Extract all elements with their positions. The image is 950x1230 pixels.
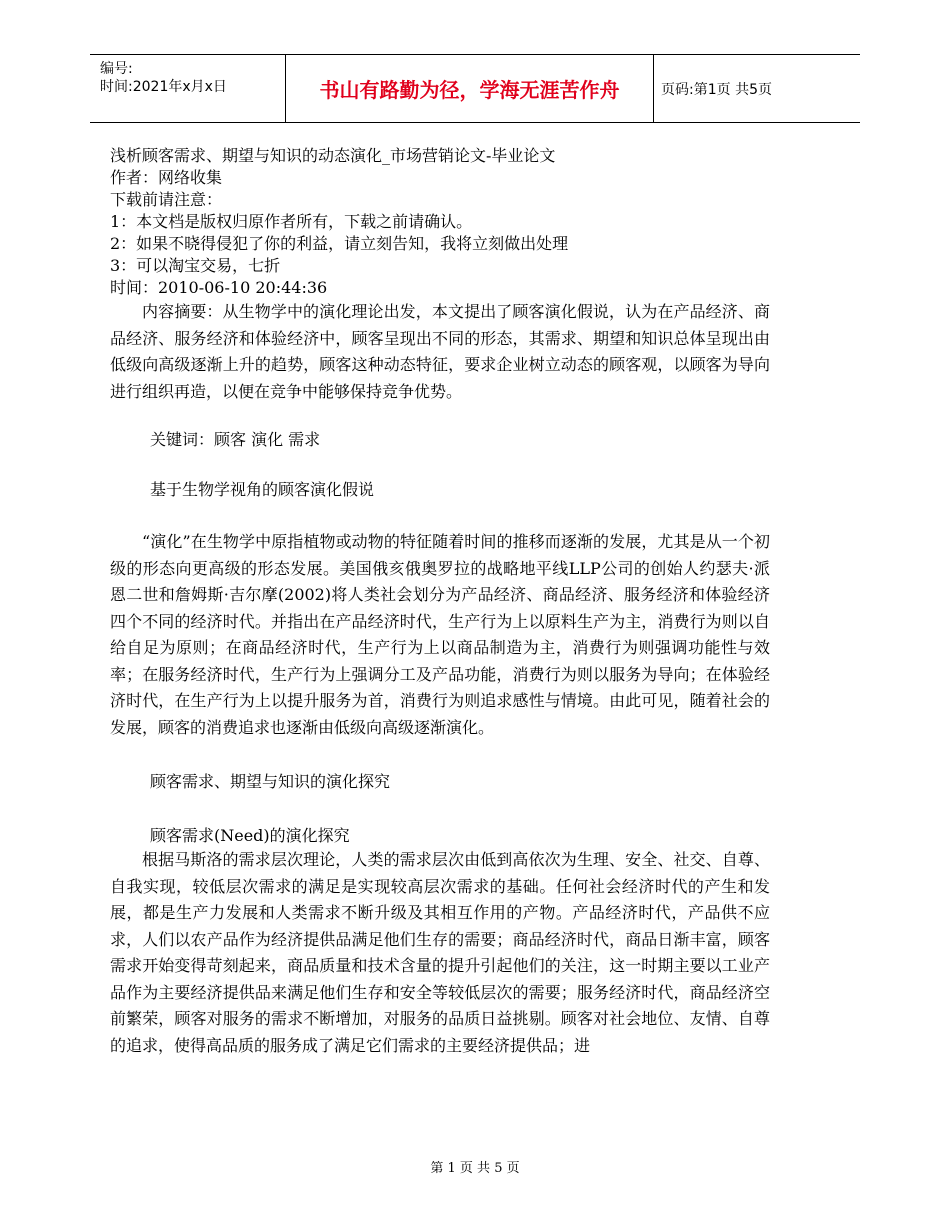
notice-heading: 下载前请注意： <box>110 190 223 209</box>
document-timestamp: 时间：2010-06-10 20:44:36 <box>110 278 328 297</box>
subsection-heading: 顾客需求(Need)的演化探究 <box>150 826 350 845</box>
number-label: 编号: <box>100 61 133 77</box>
notice-item: 1：本文档是版权归原作者所有，下载之前请确认。 <box>110 212 473 231</box>
page-footer: 第 1 页 共 5 页 <box>430 1161 520 1176</box>
keywords-line: 关键词：顾客 演化 需求 <box>150 430 321 449</box>
date-label: 时间:2021年x月x日 <box>100 79 227 95</box>
header-meta <box>90 55 285 122</box>
body-paragraph: “演化”在生物学中原指植物或动物的特征随着时间的推移而逐渐的发展，尤其是从一个初级的形态向更高级的形态发展。美国俄亥俄奥罗拉的战略地平线LLP公司的创始人约瑟夫·派恩二世和詹姆斯·吉尔摩(2002)将人类社会划分为产品经济、商品经济、服务经济和体验经济四个不同的经济时代。并指出在产品经济时代，生产行为上以原料生产为主，消费行为则以自给自足为原则；在商品经济时代，生产行为上以商品制造为主，消费行为则强调功能性与效率；在服务经济时代，生产行为上强调分工及产品功能，消费行为则以服务为导向；在体验经济时代，在生产行为上以提升服务为首，消费行为则追求感性与情境。由此可见，随着社会的发展，顾客的消费追求也逐渐由低级向高级逐渐演化。 <box>110 532 770 737</box>
section-heading: 基于生物学视角的顾客演化假说 <box>150 480 375 499</box>
page-header <box>90 54 860 123</box>
header-motto: 书山有路勤为径，学海无涯苦作舟 <box>285 55 654 122</box>
document-body <box>110 145 770 1059</box>
abstract-paragraph: 内容摘要：从生物学中的演化理论出发，本文提出了顾客演化假说，认为在产品经济、商品经济、服务经济和体验经济中，顾客呈现出不同的形态，其需求、期望和知识总体呈现出由低级向高级逐渐上升的趋势，顾客这种动态特征，要求企业树立动态的顾客观，以顾客为导向进行组织再造，以便在竞争中能够保持竞争优势。 <box>110 302 770 401</box>
document-author: 作者：网络收集 <box>110 168 223 187</box>
header-page-info: 页码:第1页 共5页 <box>661 81 772 98</box>
document-title: 浅析顾客需求、期望与知识的动态演化_市场营销论文-毕业论文 <box>110 146 556 165</box>
notice-item: 2：如果不晓得侵犯了你的利益，请立刻告知，我将立刻做出处理 <box>110 234 569 253</box>
notice-item: 3：可以淘宝交易，七折 <box>110 256 281 275</box>
section-heading: 顾客需求、期望与知识的演化探究 <box>150 772 391 791</box>
body-paragraph: 根据马斯洛的需求层次理论，人类的需求层次由低到高依次为生理、安全、社交、自尊、自我实现，较低层次需求的满足是实现较高层次需求的基础。任何社会经济时代的产生和发展，都是生产力发展和人类需求不断升级及其相互作用的产物。产品经济时代，产品供不应求，人们以农产品作为经济提供品满足他们生存的需要；商品经济时代，商品日渐丰富，顾客需求开始变得苛刻起来，商品质量和技术含量的提升引起他们的关注，这一时期主要以工业产品作为主要经济提供品来满足他们生存和安全等较低层次的需要；服务经济时代，商品经济空前繁荣，顾客对服务的需求不断增加，对服务的品质日益挑剔。顾客对社会地位、友情、自尊的追求，使得高品质的服务成了满足它们需求的主要经济提供品；进 <box>110 850 770 1055</box>
